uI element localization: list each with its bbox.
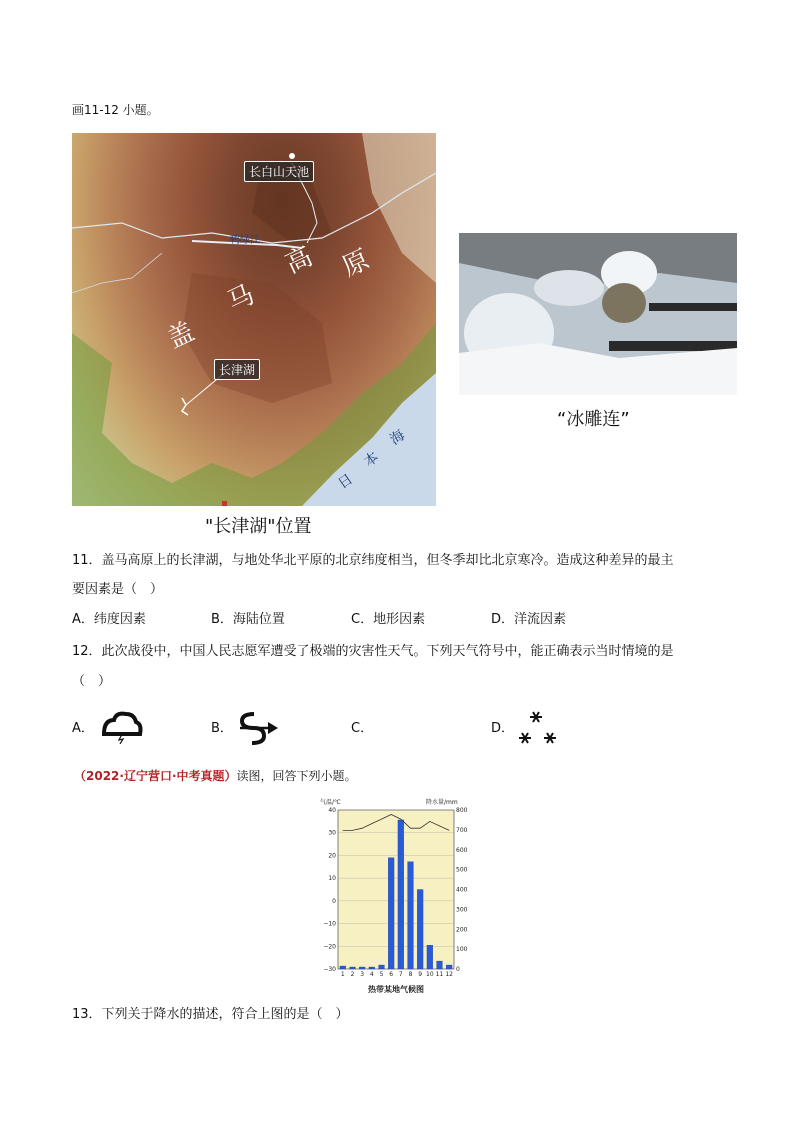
plateau-char-4: 原	[337, 244, 375, 283]
left-tick-label: 20	[328, 852, 336, 860]
sea-char-1: 日	[335, 471, 356, 493]
x-tick-label: 9	[418, 971, 423, 978]
right-tick-label: 300	[456, 906, 468, 914]
x-tick-label: 3	[360, 971, 365, 978]
plot-area	[338, 810, 454, 969]
left-tick-label: −20	[323, 943, 336, 951]
precipitation-bar	[369, 967, 375, 969]
x-tick-label: 4	[369, 971, 374, 978]
climate-chart-svg	[316, 796, 476, 996]
sandstorm-icon	[236, 710, 280, 750]
left-tick-label: 0	[332, 897, 336, 905]
right-tick-label: 800	[456, 807, 468, 814]
chart-title: 热带某地气候图	[368, 985, 424, 994]
sea-char-2: 本	[361, 449, 382, 471]
precipitation-bar	[417, 890, 423, 970]
right-tick-label: 600	[456, 846, 468, 854]
precipitation-bar	[388, 858, 394, 969]
left-tick-label: −30	[323, 966, 336, 973]
q12-option-d[interactable]: D．	[491, 721, 515, 736]
source-line	[74, 767, 357, 785]
precipitation-bar	[408, 862, 414, 969]
right-tick-label: 400	[456, 886, 468, 894]
source-text: 读图，回答下列小题。	[236, 769, 357, 783]
precipitation-bar	[446, 965, 452, 969]
q11-option-d[interactable]: D．洋流因素	[491, 612, 567, 627]
right-tick-label: 700	[456, 826, 468, 834]
q12-option-a[interactable]: A．	[72, 721, 94, 736]
left-tick-label: 40	[328, 807, 336, 814]
q12-line2: （ ）	[72, 674, 112, 689]
x-tick-label: 8	[408, 971, 413, 978]
plateau-char-3: 高	[280, 241, 318, 280]
left-tick-label: 10	[328, 875, 336, 883]
source-tag: （2022·辽宁营口·中考真题）	[74, 769, 237, 783]
climate-chart	[316, 796, 476, 996]
lake-label: 长津湖	[214, 359, 260, 380]
q11-line2: 要因素是（ ）	[72, 582, 164, 597]
right-tick-label: 500	[456, 866, 468, 874]
right-tick-label: 200	[456, 926, 468, 934]
q12-option-c[interactable]: C．	[351, 721, 374, 736]
x-tick-label: 6	[389, 971, 394, 978]
ice-sculpture-company-photo	[459, 233, 737, 395]
right-tick-label: 0	[456, 966, 460, 973]
q12-option-b[interactable]: B．	[211, 721, 233, 736]
snow-icon	[514, 709, 562, 753]
intro-text: 画11-12 小题。	[72, 103, 159, 117]
precipitation-bar	[379, 965, 385, 969]
q12-line1: 12．此次战役中，中国人民志愿军遭受了极端的灾害性天气。下列天气符号中，能正确表示当时情境的是	[72, 644, 674, 659]
photo-caption: “冰雕连”	[557, 409, 630, 430]
x-tick-label: 7	[398, 971, 403, 978]
left-ticks	[323, 807, 336, 973]
x-tick-label: 10	[426, 971, 434, 978]
right-ticks	[456, 807, 468, 973]
q11-line1: 11．盖马高原上的长津湖，与地处华北平原的北京纬度相当，但冬季却比北京寒冷。造成这种差异的最主	[72, 553, 674, 568]
q13-line1: 13．下列关于降水的描述，符合上图的是（ ）	[72, 1007, 349, 1022]
precipitation-bar	[359, 967, 365, 969]
precipitation-bar	[398, 820, 404, 969]
q11-option-c[interactable]: C．地形因素	[351, 612, 426, 627]
precipitation-bar	[427, 945, 433, 969]
q11-option-b[interactable]: B．海陆位置	[211, 612, 285, 627]
precipitation-bar	[340, 966, 346, 969]
thunderstorm-icon	[100, 710, 144, 748]
right-tick-label: 100	[456, 946, 468, 954]
plateau-char-2: 马	[222, 279, 260, 318]
x-tick-label: 11	[435, 971, 444, 978]
tianchi-label: 长白山天池	[244, 161, 314, 182]
x-ticks	[341, 971, 453, 978]
precipitation-bar	[350, 967, 356, 969]
changjin-lake-map	[72, 133, 436, 506]
ylabel-left: 气温/℃	[320, 799, 341, 806]
x-tick-label: 12	[445, 971, 453, 978]
ylabel-right: 降水量/mm	[426, 799, 458, 806]
map-caption: "长津湖"位置	[205, 516, 312, 537]
q11-option-a[interactable]: A．纬度因素	[72, 612, 146, 627]
river-label: 鸭绿江	[230, 235, 260, 246]
left-tick-label: −10	[323, 920, 336, 928]
left-tick-label: 30	[328, 829, 336, 837]
precipitation-bar	[437, 961, 443, 969]
terrain-layer	[72, 133, 436, 506]
plateau-char-1: 盖	[162, 316, 200, 355]
x-tick-label: 5	[379, 971, 384, 978]
x-tick-label: 2	[350, 971, 355, 978]
x-tick-label: 1	[340, 971, 345, 978]
sea-char-3: 海	[387, 427, 408, 449]
